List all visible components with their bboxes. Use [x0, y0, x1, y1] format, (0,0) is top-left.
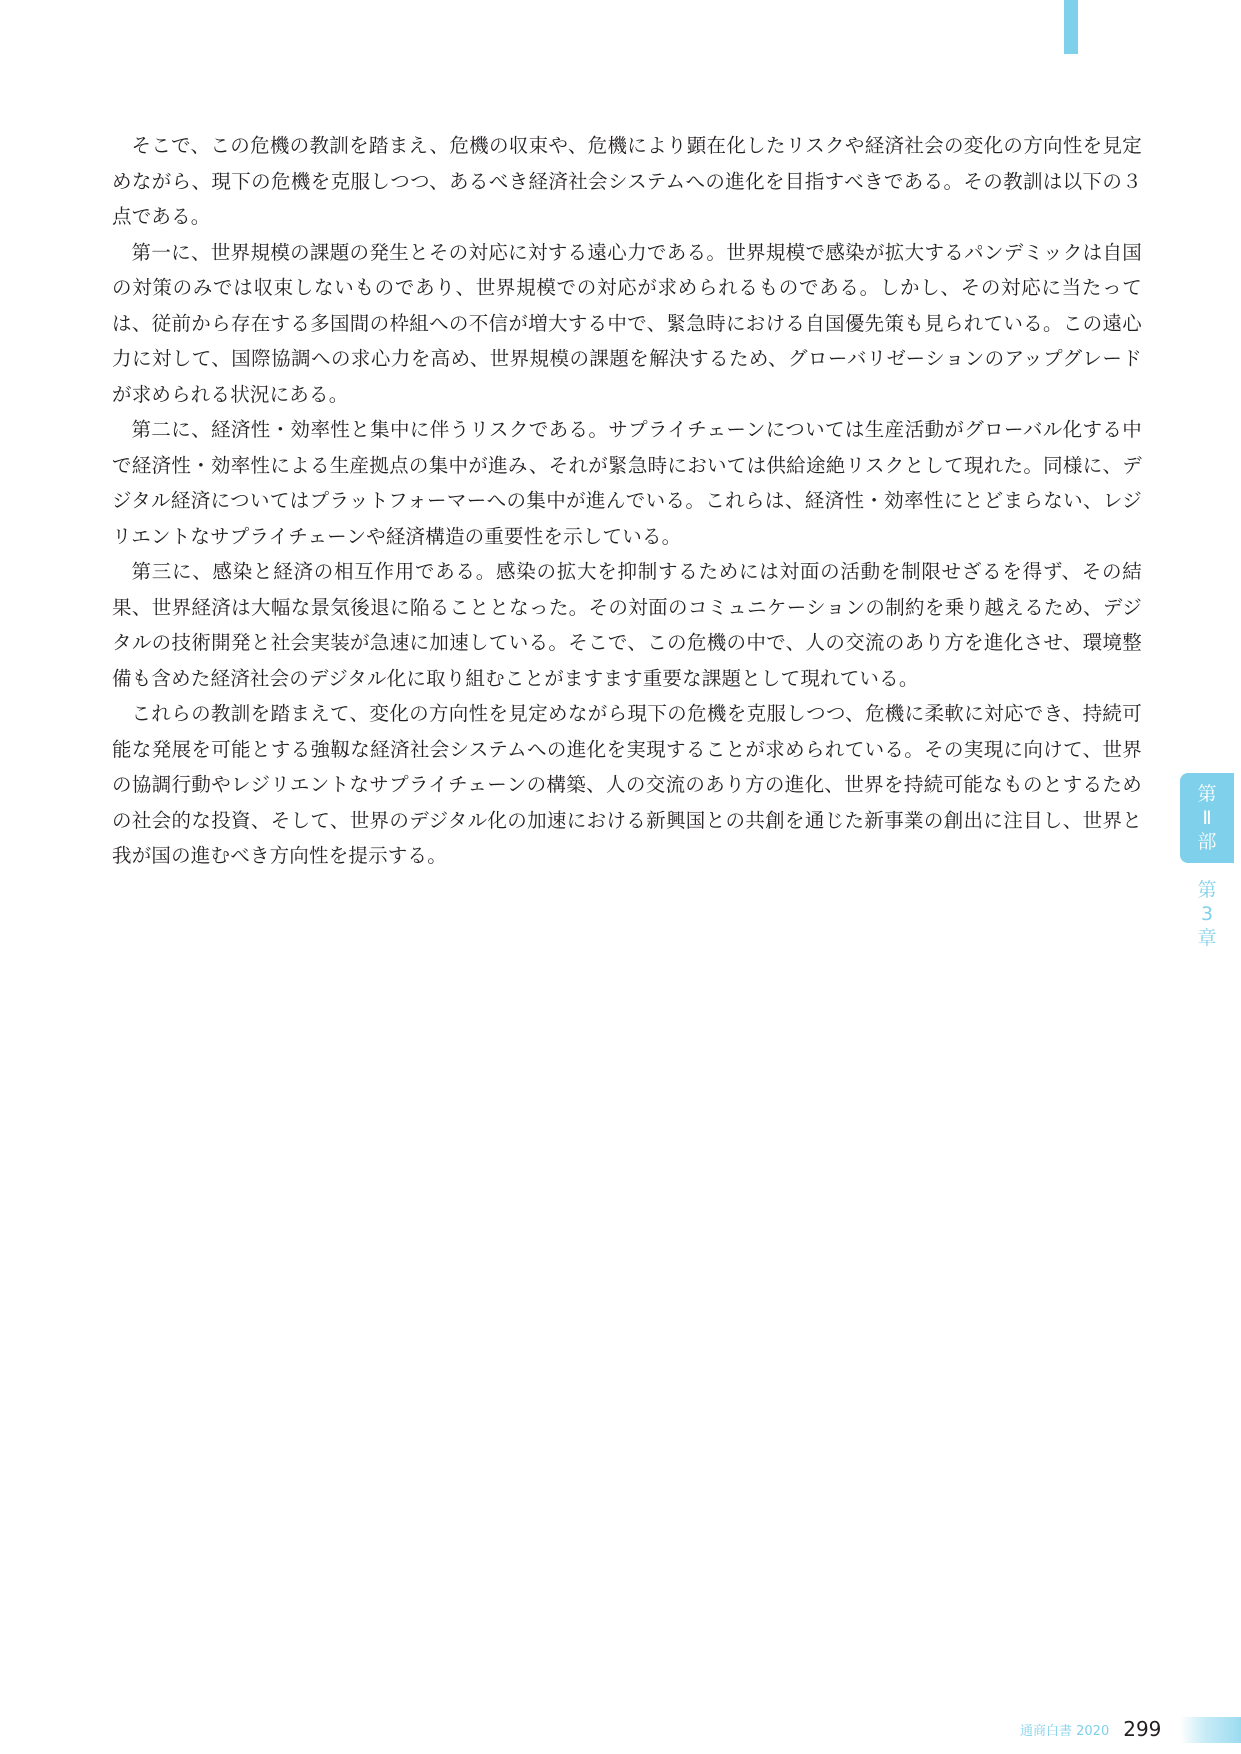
page-number: 299 — [1123, 1717, 1162, 1741]
page-footer — [1020, 1715, 1161, 1743]
side-tab-part-char: 第 — [1197, 783, 1217, 805]
side-tab-chapter-char: 第 — [1197, 879, 1217, 901]
paragraph: 第三に、感染と経済の相互作用である。感染の拡大を抑制するためには対面の活動を制限せざるを得ず、その結果、世界経済は大幅な景気後退に陥ることとなった。その対面のコミュニケーションの制約を乗り越えるため、デジタルの技術開発と社会実装が急速に加速している。そこで、この危機の中で、人の交流のあり方を進化させ、環境整備も含めた経済社会のデジタル化に取り組むことがますます重要な課題として現れている。 — [112, 560, 1142, 690]
paragraph: そこで、この危機の教訓を踏まえ、危機の収束や、危機により顕在化したリスクや経済社会の変化の方向性を見定めながら、現下の危機を克服しつつ、あるべき経済社会システムへの進化を目指すべきである。その教訓は以下の３点である。 — [112, 134, 1142, 228]
side-tab-chapter-char: 章 — [1197, 927, 1217, 949]
side-tab-part-char: Ⅱ — [1202, 807, 1212, 829]
top-accent-bar — [1064, 0, 1078, 54]
paragraph: これらの教訓を踏まえて、変化の方向性を見定めながら現下の危機を克服しつつ、危機に柔軟に対応でき、持続可能な発展を可能とする強靱な経済社会システムへの進化を実現することが求められている。その実現に向けて、世界の協調行動やレジリエントなサプライチェーンの構築、人の交流のあり方の進化、世界を持続可能なものとするための社会的な投資、そして、世界のデジタル化の加速における新興国との共創を通じた新事業の創出に注目し、世界と我が国の進むべき方向性を提示する。 — [112, 702, 1142, 867]
paragraph: 第二に、経済性・効率性と集中に伴うリスクである。サプライチェーンについては生産活動がグローバル化する中で経済性・効率性による生産拠点の集中が進み、それが緊急時においては供給途絶リスクとして現れた。同様に、デジタル経済についてはプラットフォーマーへの集中が進んでいる。これらは、経済性・効率性にとどまらない、レジリエントなサプライチェーンや経済構造の重要性を示している。 — [112, 418, 1142, 548]
body-text — [112, 128, 1142, 874]
side-tab-chapter-char: 3 — [1200, 903, 1214, 925]
footer-accent-bar — [1180, 1717, 1241, 1743]
side-tab-part-char: 部 — [1197, 831, 1217, 853]
paragraph: 第一に、世界規模の課題の発生とその対応に対する遠心力である。世界規模で感染が拡大するパンデミックは自国の対策のみでは収束しないものであり、世界規模での対応が求められるものである。しかし、その対応に当たっては、従前から存在する多国間の枠組への不信が増大する中で、緊急時における自国優先策も見られている。この遠心力に対して、国際協調への求心力を高め、世界規模の課題を解決するため、グローバリゼーションのアップグレードが求められる状況にある。 — [112, 240, 1142, 406]
side-tab-chapter[interactable] — [1180, 875, 1234, 953]
side-tab-part[interactable] — [1180, 773, 1234, 863]
publication-title: 通商白書 2020 — [1020, 1723, 1110, 1739]
